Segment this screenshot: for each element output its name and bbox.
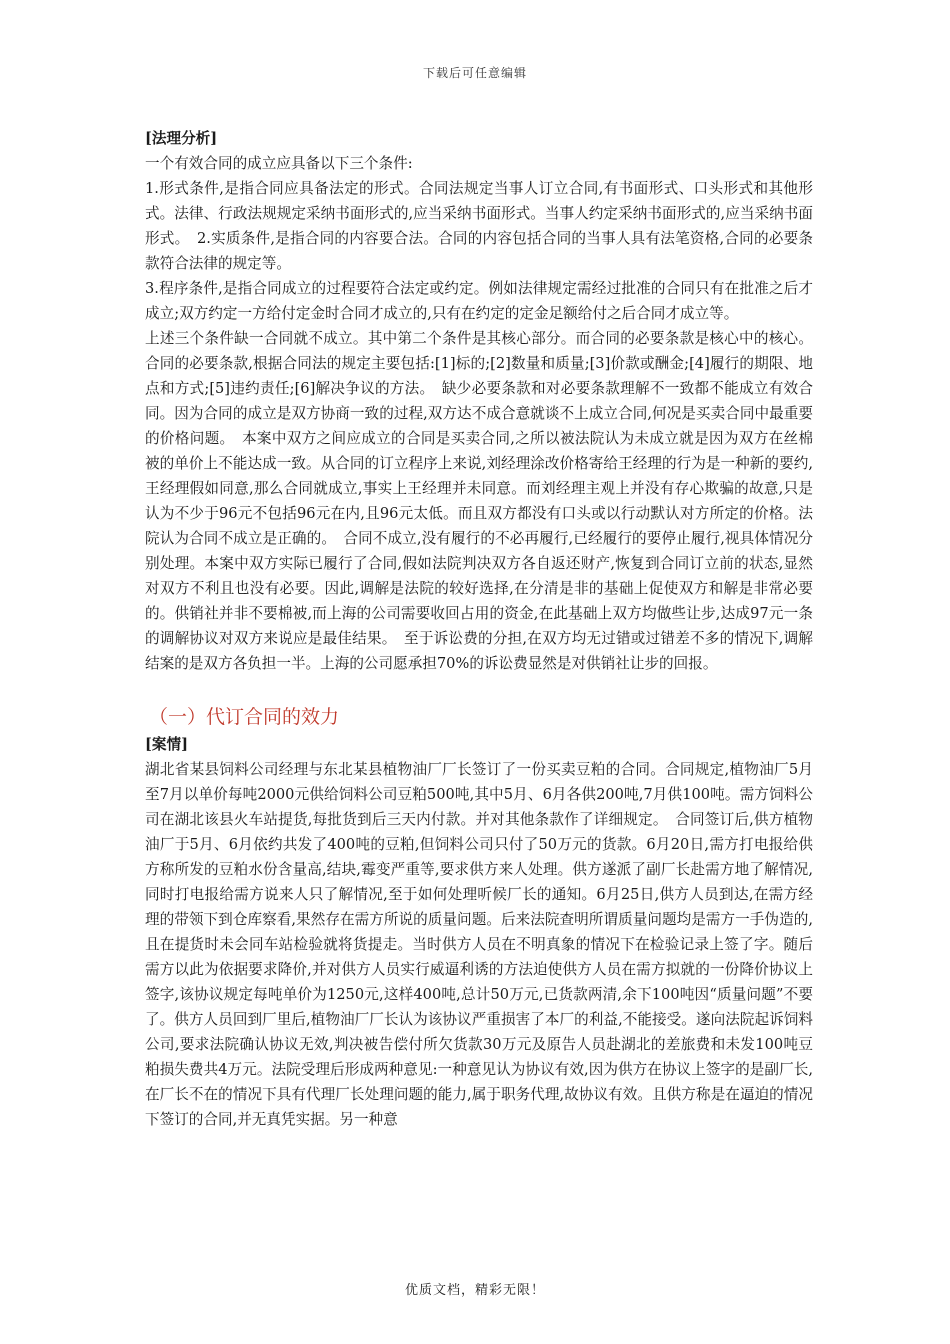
- section-title: （一）代订合同的效力: [149, 706, 340, 728]
- analysis-paragraph: 1.形式条件,是指合同应具备法定的形式。合同法规定当事人订立合同,有书面形式、口头形式和其他形式。法律、行政法规规定采纳书面形式的,应当采纳书面形式。当事人约定采纳书面形式的,应当采纳书面形式。 2.实质条件,是指合同的内容要合法。合同的内容包括合同的当事人具有法笔资格,合同的必要条款符合法律的规定等。: [145, 180, 813, 272]
- document-body: [145, 126, 813, 1132]
- analysis-paragraph: 上述三个条件缺一合同就不成立。其中第二个条件是其核心部分。而合同的必要条款是核心中的核心。合同的必要条款,根据合同法的规定主要包括:[1]标的;[2]数量和质量;[3]价款或酬金;[4]履行的期限、地点和方式;[5]违约责任;[6]解决争议的方法。 缺少必要条款和对必要条款理解不一致都不能成立有效合同。因为合同的成立是双方协商一致的过程,双方达不成合意就谈不上成立合同,何况是买卖合同中最重要的价格问题。 本案中双方之间应成立的合同是买卖合同,之所以被法院认为未成立就是因为双方在丝棉被的单价上不能达成一致。从合同的订立程序上来说,刘经理涂改价格寄给王经理的行为是一种新的要约,王经理假如同意,那么合同就成立,事实上王经理并未同意。而刘经理主观上并没有存心欺骗的故意,只是认为不少于96元不包括96元在内,且96元太低。而且双方都没有口头或以行动默认对方所定的价格。法院认为合同不成立是正确的。 合同不成立,没有履行的不必再履行,已经履行的要停止履行,视具体情况分别处理。本案中双方实际已履行了合同,假如法院判决双方各自返还财产,恢复到合同订立前的状态,显然对双方不利且也没有必要。因此,调解是法院的较好选择,在分清是非的基础上促使双方和解是非常必要的。供销社并非不要棉被,而上海的公司需要收回占用的资金,在此基础上双方均做些让步,达成97元一条的调解协议对双方来说应是最佳结果。 至于诉讼费的分担,在双方均无过错或过错差不多的情况下,调解结案的是双方各负担一半。上海的公司愿承担70%的诉讼费显然是对供销社让步的回报。: [145, 330, 813, 672]
- analysis-paragraph: 一个有效合同的成立应具备以下三个条件:: [145, 155, 413, 172]
- analysis-label: [法理分析]: [145, 130, 218, 147]
- case-label: [案情]: [145, 736, 188, 753]
- case-paragraph: 湖北省某县饲料公司经理与东北某县植物油厂厂长签订了一份买卖豆粕的合同。合同规定,植物油厂5月至7月以单价每吨2000元供给饲料公司豆粕500吨,其中5月、6月各供200吨,7月供100吨。需方饲料公司在湖北该县火车站提货,每批货到后三天内付款。并对其他条款作了详细规定。 合同签订后,供方植物油厂于5月、6月依约共发了400吨的豆粕,但饲料公司只付了50万元的货款。6月20日,需方打电报给供方称所发的豆粕水份含量高,结块,霉变严重等,要求供方来人处理。供方遂派了副厂长赴需方地了解情况,同时打电报给需方说来人只了解情况,至于如何处理听候厂长的通知。6月25日,供方人员到达,在需方经理的带领下到仓库察看,果然存在需方所说的质量问题。后来法院查明所谓质量问题均是需方一手伪造的,且在提货时未会同车站检验就将货提走。当时供方人员在不明真象的情况下在检验记录上签了字。随后需方以此为依据要求降价,并对供方人员实行威逼利诱的方法迫使供方人员在需方拟就的一份降价协议上签字,该协议规定每吨单价为1250元,这样400吨,总计50万元,已货款两清,余下100吨因“质量问题”不要了。供方人员回到厂里后,植物油厂厂长认为该协议严重损害了本厂的利益,不能接受。遂向法院起诉饲料公司,要求法院确认协议无效,判决被告偿付所欠货款30万元及原告人员赴湖北的差旅费和未发100吨豆粕损失费共4万元。法院受理后形成两种意见:一种意见认为协议有效,因为供方在协议上签字的是副厂长,在厂长不在的情况下具有代理厂长处理问题的能力,属于职务代理,故协议有效。且供方称是在逼迫的情况下签订的合同,并无真凭实据。另一种意: [145, 761, 813, 1128]
- page-footer: 优质文档，精彩无限！: [404, 1283, 545, 1298]
- analysis-paragraph: 3.程序条件,是指合同成立的过程要符合法定或约定。例如法律规定需经过批准的合同只有在批准之后才成立;双方约定一方给付定金时合同才成立的,只有在约定的定金足额给付之后合同才成立等。: [145, 280, 813, 322]
- page-header: 下载后可任意编辑: [422, 66, 527, 80]
